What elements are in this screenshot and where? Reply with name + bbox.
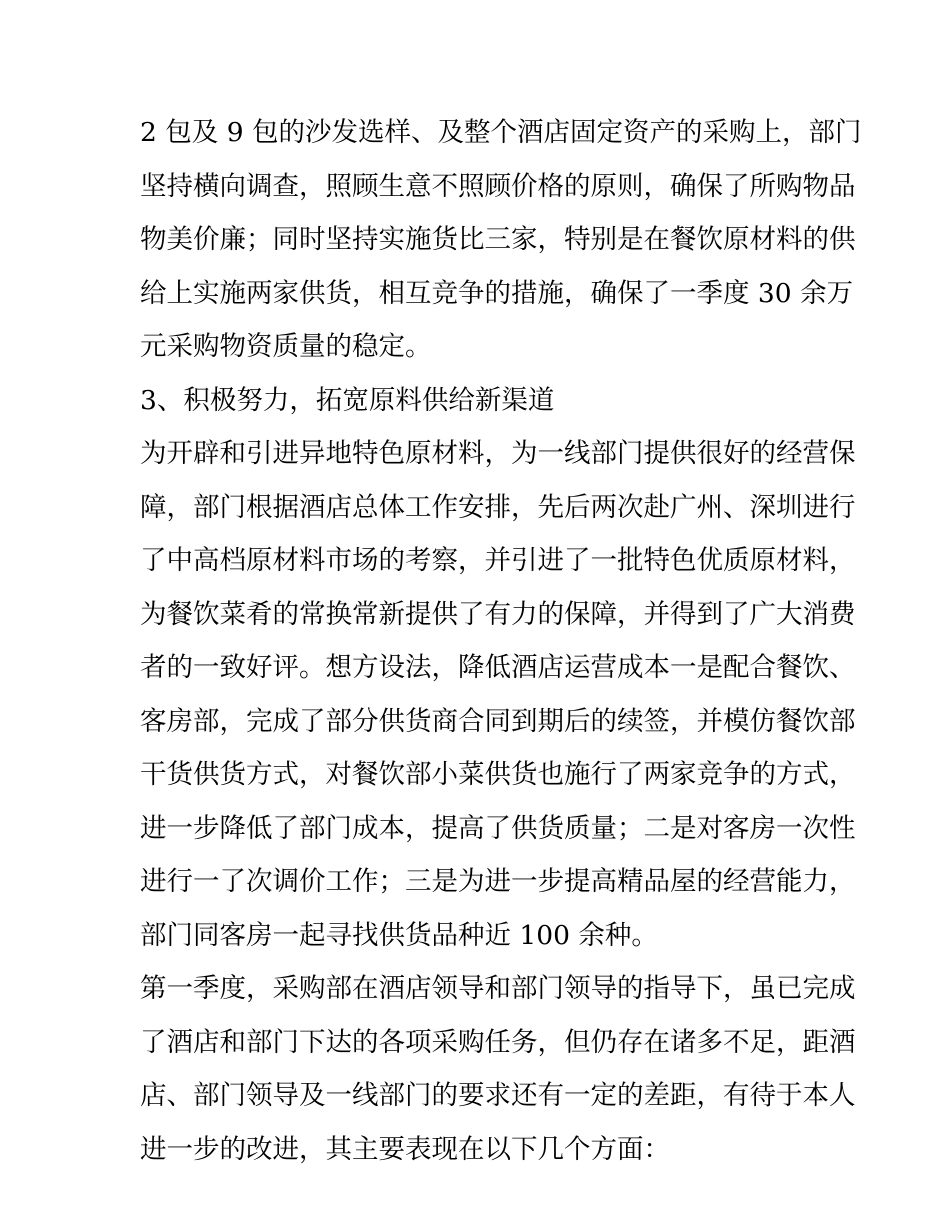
text-line: 物美价廉；同时坚持实施货比三家，特别是在餐饮原材料的供	[140, 224, 856, 255]
text-line: 者的一致好评。想方设法，降低酒店运营成本一是配合餐饮、	[140, 652, 856, 683]
text-line: 为开辟和引进异地特色原材料，为一线部门提供很好的经营保	[140, 438, 856, 469]
text-line: 为餐饮菜肴的常换常新提供了有力的保障，并得到了广大消费	[140, 598, 856, 630]
text-line: 了酒店和部门下达的各项采购任务，但仍存在诸多不足，距酒	[140, 1026, 856, 1058]
document-body	[140, 106, 862, 1176]
text-line: 元采购物资质量的稳定。	[140, 331, 432, 362]
text-line: 给上实施两家供货，相互竞争的措施，确保了一季度 30 余万	[140, 277, 854, 309]
text-line: 坚持横向调查，照顾生意不照顾价格的原则，确保了所购物品	[140, 170, 856, 202]
text-line: 干货供货方式，对餐饮部小菜供货也施行了两家竞争的方式，	[140, 759, 856, 790]
text-line: 部门同客房一起寻找供货品种近 100 余种。	[140, 919, 658, 951]
text-line: 店、部门领导及一线部门的要求还有一定的差距，有待于本人	[140, 1080, 856, 1111]
text-line: 第一季度，采购部在酒店领导和部门领导的指导下，虽已完成	[140, 973, 856, 1004]
text-line: 进一步的改进，其主要表现在以下几个方面：	[140, 1133, 670, 1165]
text-line: 进一步降低了部门成本，提高了供货质量；二是对客房一次性	[140, 812, 856, 844]
text-line: 进行一了次调价工作；三是为进一步提高精品屋的经营能力，	[140, 866, 856, 897]
text-line: 障，部门根据酒店总体工作安排，先后两次赴广州、深圳进行	[140, 491, 856, 523]
text-line: 了中高档原材料市场的考察，并引进了一批特色优质原材料，	[140, 545, 856, 576]
text-line: 客房部，完成了部分供货商合同到期后的续签，并模仿餐饮部	[140, 705, 856, 737]
text-line: 2 包及 9 包的沙发选样、及整个酒店固定资产的采购上，部门	[140, 117, 862, 148]
section-heading: 3、积极努力，拓宽原料供给新渠道	[140, 384, 555, 416]
